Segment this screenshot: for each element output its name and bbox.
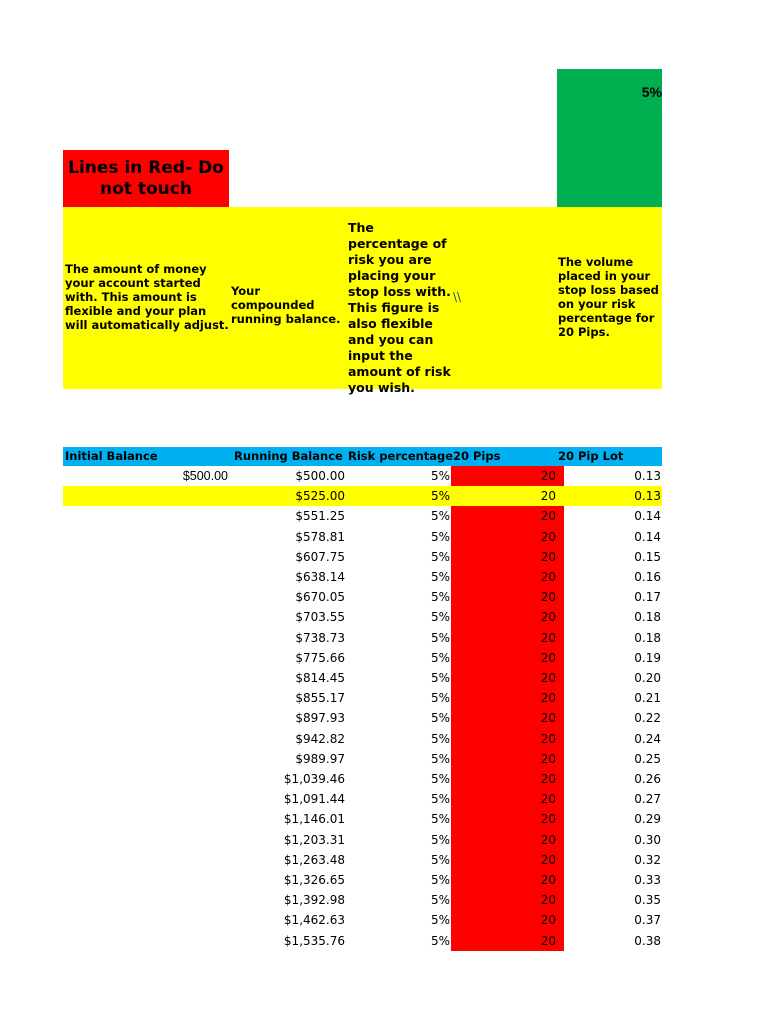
lot-cell[interactable]: 0.33 [634, 873, 661, 887]
pips-cell[interactable]: 20 [451, 688, 564, 708]
table-row [63, 890, 662, 910]
initial-balance-description: The amount of money your account started with. This amount is flexible and your plan will automatically adjust. [65, 262, 229, 332]
risk-percentage-value: 5% [641, 84, 662, 100]
table-row [63, 688, 662, 708]
table-row [63, 708, 662, 728]
pips-cell[interactable]: 20 [451, 749, 564, 769]
pips-cell[interactable]: 20 [451, 708, 564, 728]
lot-cell[interactable]: 0.37 [634, 913, 661, 928]
pips-cell[interactable]: 20 [451, 870, 564, 890]
pips-cell[interactable]: 20 [451, 789, 564, 809]
running-balance-cell[interactable]: $670.05 [295, 590, 345, 605]
lot-cell[interactable]: 0.14 [634, 509, 661, 524]
table-row [63, 668, 662, 688]
table-row [63, 547, 662, 567]
lot-cell[interactable]: 0.18 [634, 630, 661, 645]
running-balance-cell[interactable]: $551.25 [295, 509, 345, 524]
table-row [63, 628, 662, 648]
pips-cell[interactable]: 20 [451, 850, 564, 870]
running-balance-cell[interactable]: $638.14 [295, 570, 345, 584]
lot-cell[interactable]: 0.22 [634, 711, 661, 726]
running-balance-cell[interactable]: $897.93 [295, 711, 345, 726]
header-risk-percentage[interactable]: Risk percentage [348, 449, 454, 463]
risk-percentage-description: The percentage of risk you are placing your stop loss with. This figure is also flexible and you can input the amount of risk you wish. [348, 220, 451, 395]
pips-note: \\ [453, 290, 462, 304]
pips-cell[interactable]: 20 [451, 668, 564, 688]
lot-cell[interactable]: 0.25 [634, 751, 661, 766]
running-balance-cell[interactable]: $738.73 [295, 630, 345, 645]
lot-cell[interactable]: 0.16 [634, 570, 661, 584]
risk-cell[interactable]: 5% [430, 570, 450, 584]
table-header [63, 447, 662, 466]
pips-cell[interactable]: 20 [451, 648, 564, 668]
risk-cell[interactable]: 5% [430, 529, 450, 544]
pips-cell[interactable]: 20 [451, 567, 564, 587]
header-20-pips[interactable]: 20 Pips [453, 449, 501, 463]
pips-cell[interactable]: 20 [451, 547, 564, 567]
pips-cell[interactable]: 20 [540, 489, 556, 504]
table-row [63, 910, 662, 930]
table-row [63, 850, 662, 870]
running-balance-cell[interactable]: $942.82 [295, 731, 345, 746]
running-balance-cell[interactable]: $1,039.46 [283, 772, 345, 786]
risk-cell[interactable]: 5% [430, 751, 450, 766]
risk-cell[interactable]: 5% [430, 873, 450, 887]
lot-cell[interactable]: 0.24 [634, 731, 661, 746]
table-row [63, 789, 662, 809]
running-balance-cell[interactable]: $1,392.98 [283, 893, 345, 908]
table-row [63, 769, 662, 789]
running-balance-cell[interactable]: $578.81 [295, 529, 345, 544]
running-balance-cell[interactable]: $1,146.01 [283, 812, 345, 827]
pips-cell[interactable]: 20 [451, 830, 564, 850]
lot-cell[interactable]: 0.13 [634, 489, 661, 504]
running-balance-cell[interactable]: $500.00 [295, 469, 345, 483]
running-balance-cell[interactable]: $607.75 [295, 549, 345, 564]
table-row [63, 587, 662, 607]
lot-cell[interactable]: 0.19 [634, 650, 661, 665]
risk-cell[interactable]: 5% [430, 671, 450, 685]
table-row [63, 729, 662, 749]
table-row [63, 809, 662, 829]
risk-cell[interactable]: 5% [430, 893, 450, 908]
table-row [63, 607, 662, 627]
header-initial-balance[interactable]: Initial Balance [65, 449, 158, 463]
lot-cell[interactable]: 0.14 [634, 529, 661, 544]
pips-cell[interactable]: 20 [451, 506, 564, 526]
table-row [63, 567, 662, 587]
risk-cell[interactable]: 5% [430, 711, 450, 726]
header-running-balance[interactable]: Running Balance [234, 449, 343, 463]
pips-cell[interactable]: 20 [451, 809, 564, 829]
table-row [63, 506, 662, 526]
risk-cell[interactable]: 5% [430, 590, 450, 605]
pips-cell[interactable]: 20 [451, 890, 564, 910]
lot-cell[interactable]: 0.32 [634, 852, 661, 867]
lot-cell[interactable]: 0.17 [634, 590, 661, 605]
risk-cell[interactable]: 5% [430, 913, 450, 928]
table-row [63, 486, 662, 506]
pips-cell[interactable]: 20 [451, 466, 564, 486]
risk-cell[interactable]: 5% [430, 832, 450, 847]
lot-cell[interactable]: 0.21 [634, 691, 661, 706]
risk-cell[interactable]: 5% [430, 610, 450, 625]
risk-cell[interactable]: 5% [430, 772, 450, 786]
lot-cell[interactable]: 0.27 [634, 792, 661, 807]
lot-cell[interactable]: 0.29 [634, 812, 661, 827]
risk-cell[interactable]: 5% [430, 731, 450, 746]
pips-cell[interactable]: 20 [451, 910, 564, 930]
running-balance-cell[interactable]: $1,462.63 [283, 913, 345, 928]
risk-cell[interactable]: 5% [430, 469, 450, 483]
pips-cell[interactable]: 20 [451, 931, 564, 951]
risk-cell[interactable]: 5% [430, 489, 450, 504]
risk-cell[interactable]: 5% [430, 812, 450, 827]
lot-cell[interactable]: 0.38 [634, 933, 661, 948]
risk-cell[interactable]: 5% [430, 792, 450, 807]
risk-cell[interactable]: 5% [430, 509, 450, 524]
table-row [63, 648, 662, 668]
running-balance-cell[interactable]: $814.45 [295, 671, 345, 685]
risk-cell[interactable]: 5% [430, 549, 450, 564]
lot-description: The volume placed in your stop loss based on your risk percentage for 20 Pips. [558, 255, 659, 339]
header-20-pip-lot[interactable]: 20 Pip Lot [558, 449, 624, 463]
risk-cell[interactable]: 5% [430, 691, 450, 706]
running-balance-cell[interactable]: $1,263.48 [283, 852, 345, 867]
lot-cell[interactable]: 0.20 [634, 671, 661, 685]
table-row [63, 931, 662, 951]
running-balance-cell[interactable]: $1,535.76 [283, 933, 345, 948]
table-row [63, 466, 662, 486]
pips-cell[interactable]: 20 [451, 527, 564, 547]
running-balance-cell[interactable]: $1,326.65 [283, 873, 345, 887]
running-balance-cell[interactable]: $989.97 [295, 751, 345, 766]
running-balance-cell[interactable]: $703.55 [295, 610, 345, 625]
pips-cell[interactable]: 20 [451, 628, 564, 648]
risk-cell[interactable]: 5% [430, 630, 450, 645]
pips-cell[interactable]: 20 [451, 729, 564, 749]
lot-cell[interactable]: 0.35 [634, 893, 661, 908]
table-row [63, 749, 662, 769]
table-row [63, 830, 662, 850]
pips-cell[interactable]: 20 [451, 587, 564, 607]
table-row [63, 870, 662, 890]
lot-cell[interactable]: 0.30 [634, 832, 661, 847]
lot-cell[interactable]: 0.18 [634, 610, 661, 625]
lot-cell[interactable]: 0.26 [634, 772, 661, 786]
pips-cell[interactable]: 20 [451, 607, 564, 627]
risk-cell[interactable]: 5% [430, 933, 450, 948]
risk-cell[interactable]: 5% [430, 650, 450, 665]
table-row [63, 527, 662, 547]
initial-balance-cell[interactable]: $500.00 [182, 469, 228, 483]
running-balance-description: Your compounded running balance. [231, 284, 341, 326]
red-lines-warning: Lines in Red- Do not touch [63, 150, 229, 207]
running-balance-cell[interactable]: $525.00 [295, 489, 345, 504]
running-balance-cell[interactable]: $775.66 [295, 650, 345, 665]
risk-cell[interactable]: 5% [430, 852, 450, 867]
pips-cell[interactable]: 20 [451, 769, 564, 789]
running-balance-cell[interactable]: $855.17 [295, 691, 345, 706]
running-balance-cell[interactable]: $1,091.44 [283, 792, 345, 807]
lot-cell[interactable]: 0.13 [634, 469, 661, 483]
running-balance-cell[interactable]: $1,203.31 [283, 832, 345, 847]
lot-cell[interactable]: 0.15 [634, 549, 661, 564]
